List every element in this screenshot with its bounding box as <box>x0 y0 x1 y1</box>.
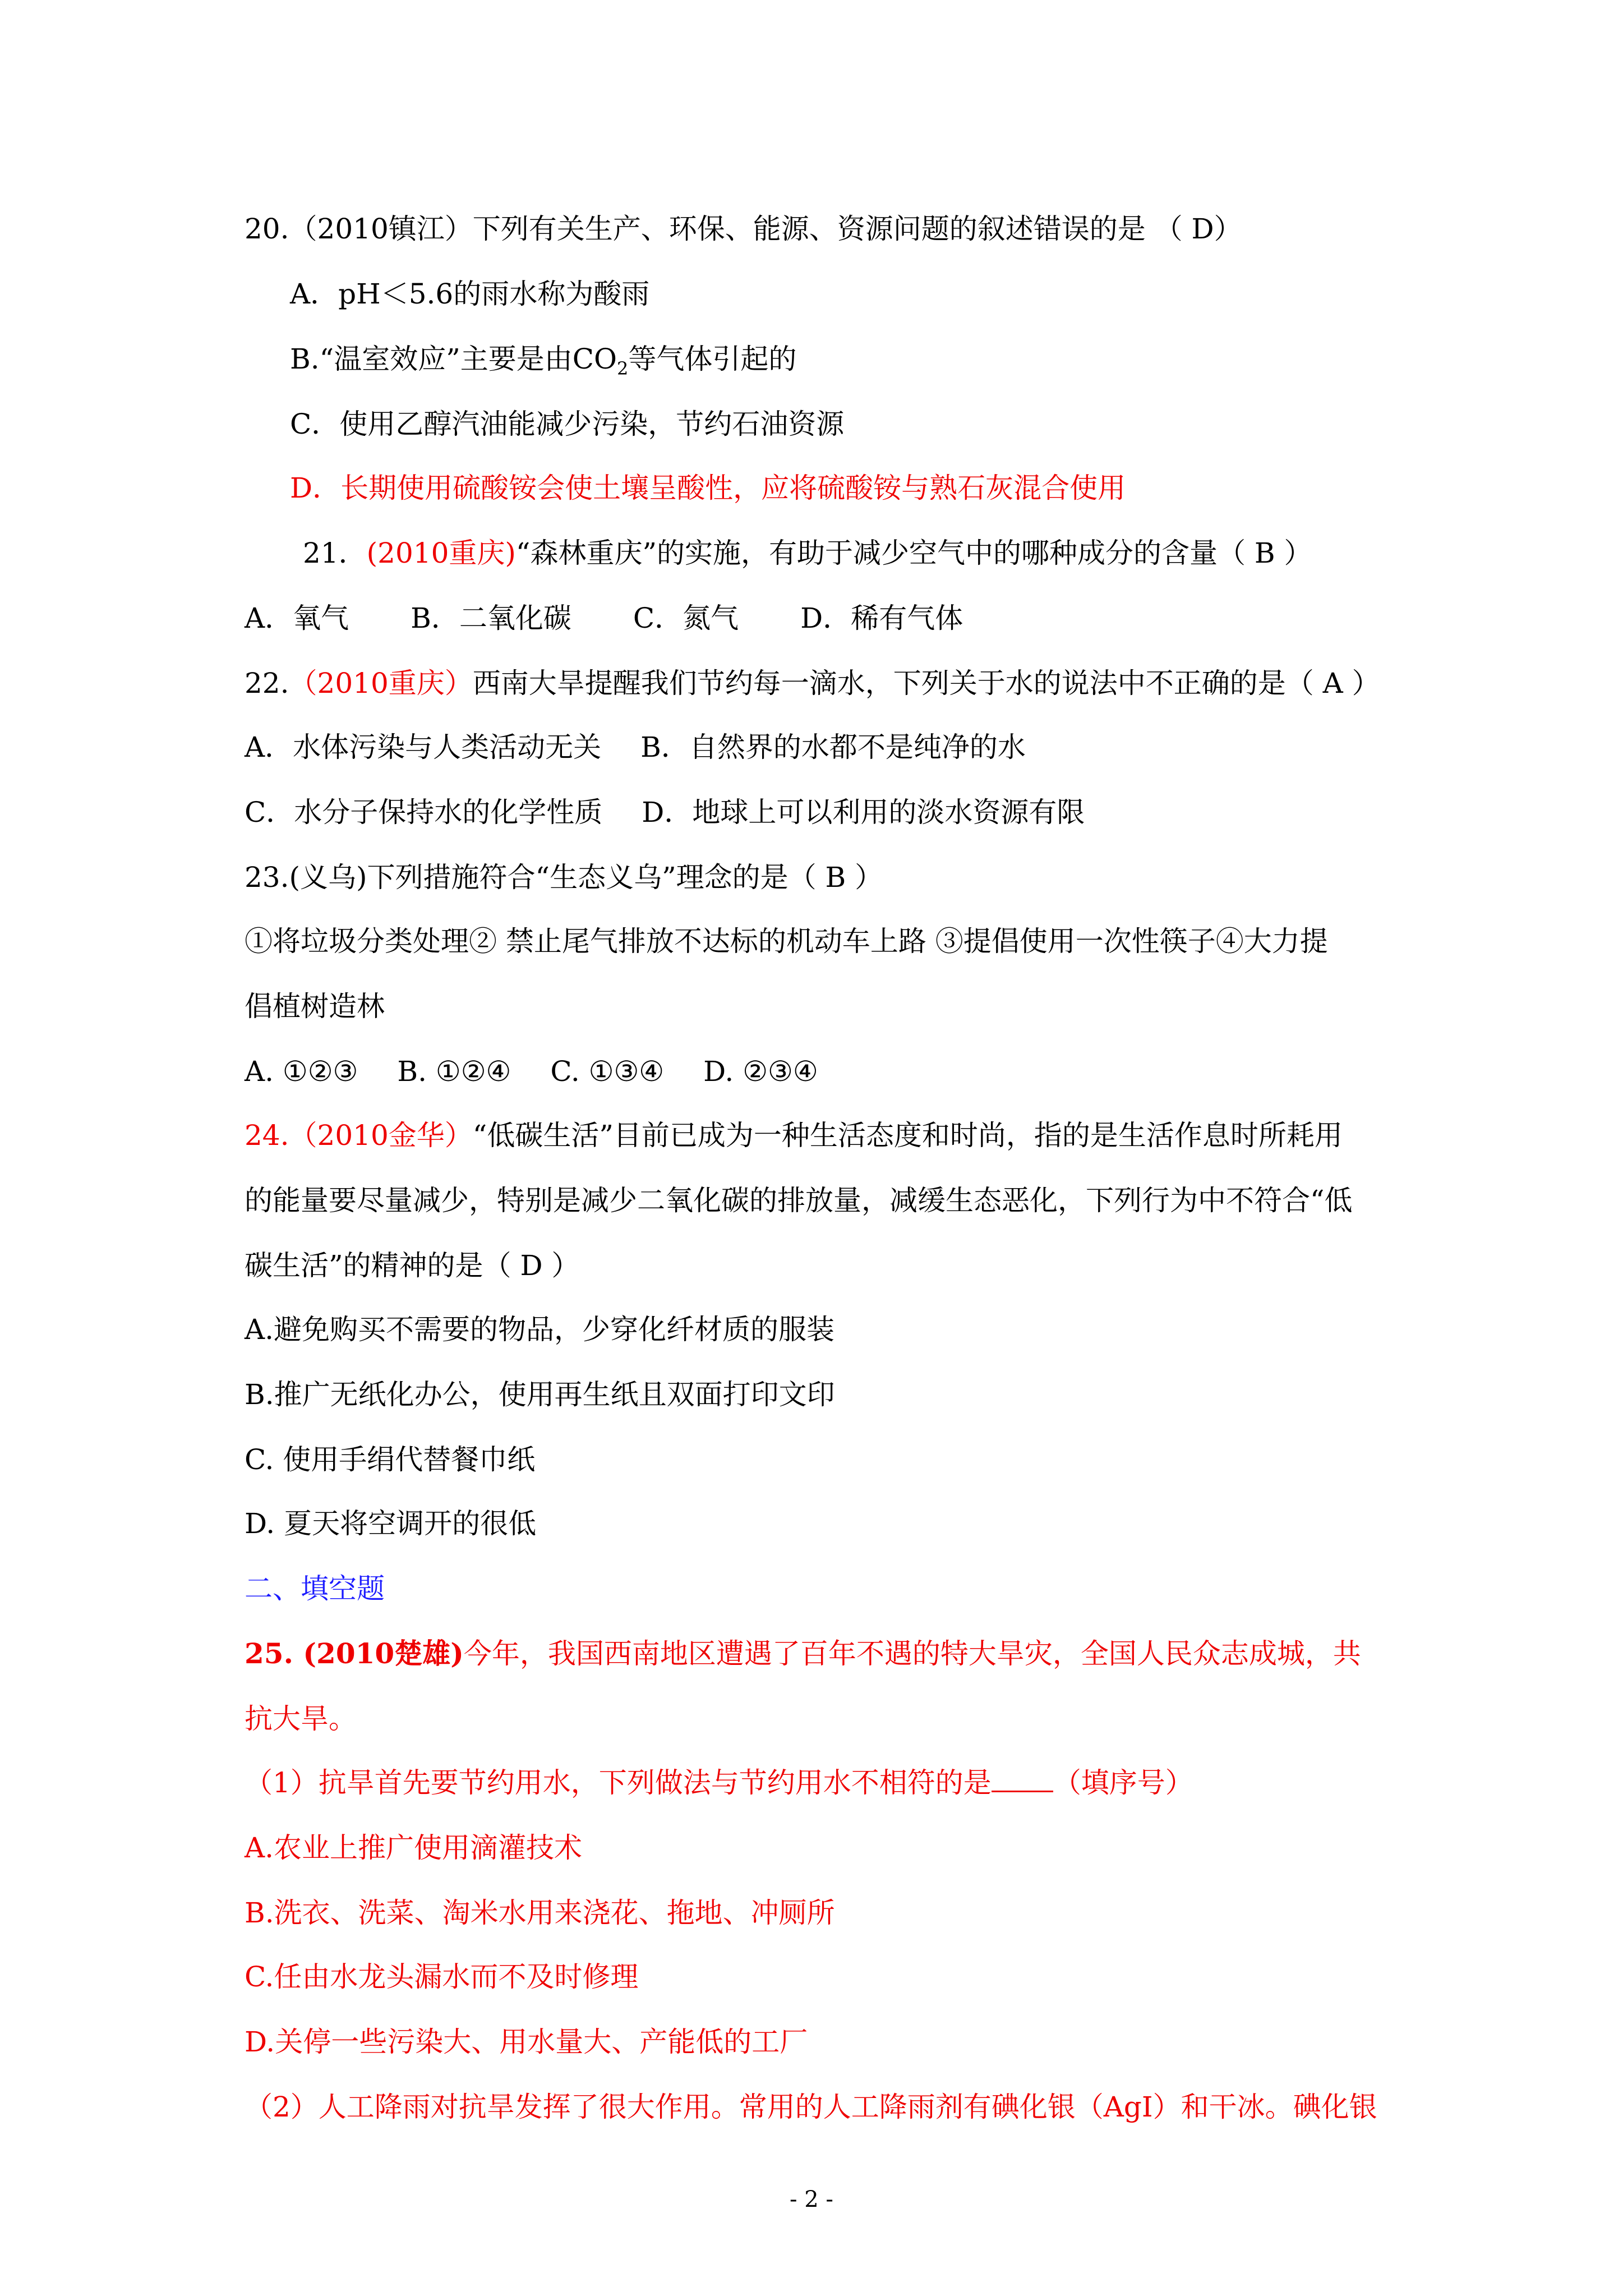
q23-items-line1: ①将垃圾分类处理② 禁止尾气排放不达标的机动车上路 ③提倡使用一次性筷子④大力提 <box>245 925 1328 958</box>
q24-source: 24.（2010金华） <box>245 1119 473 1152</box>
q22-option-b: B．自然界的水都不是纯净的水 <box>640 731 1026 763</box>
q21-stem: 21．(2010重庆)“森林重庆”的实施，有助于减少空气中的哪种成分的含量（ B ） <box>303 537 1312 569</box>
q25-stem-line1: 25. (2010楚雄)今年，我国西南地区遭遇了百年不遇的特大旱灾，全国人民众志成城，共 <box>245 1637 1361 1670</box>
q20-option-b: B.“温室效应”主要是由$CO_2$等气体引起的 <box>290 343 797 379</box>
q20-option-c: C．使用乙醇汽油能减少污染，节约石油资源 <box>290 408 845 440</box>
q21-option-d: D．稀有气体 <box>800 602 963 634</box>
q21-option-a: A．氧气 <box>245 602 349 634</box>
answer-blank <box>992 1766 1053 1792</box>
q22-options-row1 <box>245 730 1026 764</box>
q23-option-c: C. ①③④ <box>550 1055 665 1088</box>
page-number: - 2 - <box>790 2187 833 2212</box>
q24-option-b: B.推广无纸化办公，使用再生纸且双面打印文印 <box>245 1378 835 1411</box>
q23-stem: 23.(义乌)下列措施符合“生态义乌”理念的是（ B ） <box>245 861 883 894</box>
q23-items-line2: 倡植树造林 <box>245 990 385 1023</box>
q25-sub1: （1）抗旱首先要节约用水，下列做法与节约用水不相符的是 （填序号） <box>245 1766 1193 1799</box>
q24-option-a: A.避免购买不需要的物品，少穿化纤材质的服装 <box>245 1313 835 1346</box>
q22-stem: 22.（2010重庆）西南大旱提醒我们节约每一滴水，下列关于水的说法中不正确的是（ A ） <box>245 667 1380 700</box>
q23-option-d: D. ②③④ <box>703 1055 818 1088</box>
q23-option-a: A. ①②③ <box>245 1055 358 1088</box>
q24-option-c: C. 使用手绢代替餐巾纸 <box>245 1443 536 1476</box>
q23-options <box>245 1055 818 1088</box>
q24-stem-line1: 24.（2010金华）“低碳生活”目前已成为一种生活态度和时尚，指的是生活作息时所耗用 <box>245 1119 1343 1152</box>
q25-option-a: A.农业上推广使用滴灌技术 <box>245 1832 583 1864</box>
q21-option-b: B．二氧化碳 <box>411 602 571 634</box>
q22-option-c: C．水分子保持水的化学性质 <box>245 796 603 829</box>
q25-option-c: C.任由水龙头漏水而不及时修理 <box>245 1961 639 1993</box>
q22-option-a: A．水体污染与人类活动无关 <box>245 731 602 763</box>
q25-source: 25. (2010楚雄) <box>245 1637 464 1670</box>
q21-options <box>245 601 963 635</box>
q20-stem: 20.（2010镇江）下列有关生产、环保、能源、资源问题的叙述错误的是 （ D） <box>245 213 1242 245</box>
q22-options-row2 <box>245 795 1085 829</box>
q21-option-c: C．氮气 <box>633 602 739 634</box>
q24-stem-line2: 的能量要尽量减少，特别是减少二氧化碳的排放量，减缓生态恶化，下列行为中不符合“低 <box>245 1184 1353 1217</box>
q22-source: （2010重庆） <box>289 667 473 700</box>
q23-option-b: B. ①②④ <box>397 1055 511 1088</box>
q20-option-d: D．长期使用硫酸铵会使土壤呈酸性，应将硫酸铵与熟石灰混合使用 <box>290 472 1126 504</box>
q24-option-d: D. 夏天将空调开的很低 <box>245 1507 537 1540</box>
q25-stem-line2: 抗大旱。 <box>245 1703 357 1735</box>
section-heading-fill-in: 二、填空题 <box>245 1572 385 1605</box>
q21-source: (2010重庆) <box>366 537 516 569</box>
q25-option-b: B.洗衣、洗菜、淘米水用来浇花、拖地、冲厕所 <box>245 1897 835 1929</box>
q20-option-a: A．pH＜5.6的雨水称为酸雨 <box>290 278 650 310</box>
q25-option-d: D.关停一些污染大、用水量大、产能低的工厂 <box>245 2026 808 2058</box>
q25-sub2: （2）人工降雨对抗旱发挥了很大作用。常用的人工降雨剂有碘化银（AgI）和干冰。碘化银 <box>245 2091 1377 2123</box>
q24-stem-line3: 碳生活”的精神的是（ D ） <box>245 1249 580 1282</box>
q22-option-d: D．地球上可以利用的淡水资源有限 <box>642 796 1085 829</box>
